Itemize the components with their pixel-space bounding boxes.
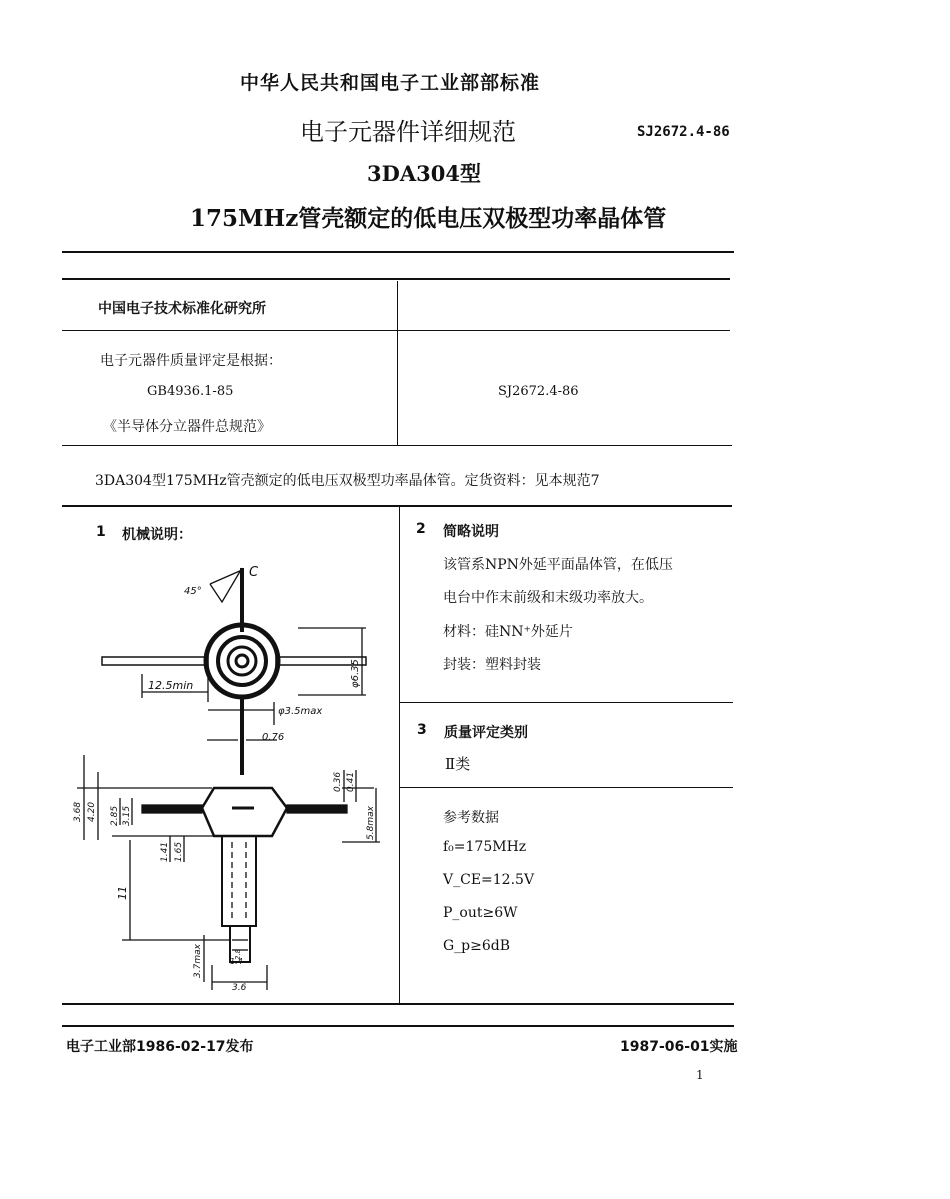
- section2-number: 2: [416, 521, 426, 537]
- label-lead-min: 12.5min: [148, 679, 194, 692]
- table-top-rule: [62, 278, 730, 280]
- document-title: 电子元器件详细规范: [300, 118, 516, 146]
- table-row-rule-2: [62, 445, 732, 446]
- label-lead-width: 0.76: [262, 732, 285, 743]
- side-lead-left: [142, 805, 202, 813]
- section1-number: 1: [96, 524, 106, 540]
- angle-mark: [210, 568, 242, 602]
- subtitle: 175MHz管壳额定的低电压双极型功率晶体管: [190, 205, 667, 232]
- table-row-rule: [62, 330, 730, 331]
- label-d2: 4.20: [87, 801, 97, 822]
- section2-line-4: 封装：塑料封装: [443, 657, 541, 673]
- ministry-title: 中华人民共和国电子工业部部标准: [240, 72, 541, 94]
- label-d5: 0.36: [333, 771, 343, 792]
- body-bottom-rule: [62, 1003, 734, 1005]
- label-d1: 3.68: [73, 801, 83, 822]
- section2-line-2: 电台中作末前级和末级功率放大。: [443, 590, 653, 606]
- stud: [222, 836, 256, 926]
- section3-rule: [400, 787, 733, 788]
- section2-line-3: 材料：硅NN⁺外延片: [443, 624, 573, 640]
- section1-title: 机械说明：: [122, 527, 192, 543]
- issued-date: 电子工业部1986-02-17发布: [66, 1039, 254, 1055]
- quality-category: Ⅱ类: [445, 755, 471, 773]
- table-divider: [397, 281, 398, 445]
- side-body: [202, 788, 287, 836]
- ref-pout: P_out≥6W: [443, 905, 518, 921]
- lead-left: [102, 657, 208, 665]
- effective-date: 1987-06-01实施: [620, 1039, 738, 1055]
- label-d10: 11: [116, 886, 129, 900]
- label-angle: 45°: [184, 586, 202, 597]
- standard-code: SJ2672.4-86: [637, 124, 730, 140]
- label-d8: 1.41: [160, 841, 170, 862]
- section3-number: 3: [417, 722, 427, 738]
- ref-vce: V_CE=12.5V: [443, 872, 535, 888]
- section2-line-1: 该管系NPN外延平面晶体管，在低压: [443, 557, 673, 573]
- ref-gp: G_p≥6dB: [443, 938, 511, 954]
- table-row-rule-3: [62, 505, 732, 507]
- model-title: 3DA304型: [367, 161, 481, 186]
- label-dia1: φ6.35: [350, 659, 361, 688]
- label-d4: 3.15: [122, 805, 132, 826]
- summary-line: 3DA304型175MHz管壳额定的低电压双极型功率晶体管。定货资料：见本规范7: [95, 473, 600, 489]
- label-d13: 1.4: [230, 957, 243, 966]
- label-c: C: [249, 565, 259, 580]
- label-dia2: φ3.5max: [278, 706, 323, 717]
- footer-rule: [62, 1025, 734, 1027]
- label-d12: 2.8: [234, 948, 242, 960]
- basis-name: 《半导体分立器件总规范》: [103, 419, 271, 435]
- label-d7: 5.8max: [366, 806, 376, 840]
- institute-name: 中国电子技术标准化研究所: [98, 301, 266, 317]
- ref-fo: f₀=175MHz: [443, 839, 527, 855]
- section3-title: 质量评定类别: [444, 725, 528, 741]
- label-d11: 3.7max: [193, 944, 203, 978]
- page-number: 1: [696, 1068, 704, 1082]
- basis-standard: GB4936.1-85: [147, 384, 234, 399]
- basis-label: 电子元器件质量评定是根据：: [100, 353, 282, 369]
- label-d6: 0.41: [346, 771, 356, 792]
- side-lead-right: [287, 805, 347, 813]
- section2-title: 简略说明: [443, 524, 499, 540]
- reference-title: 参考数据: [443, 810, 499, 826]
- mechanical-drawing: [62, 550, 398, 995]
- spec-code: SJ2672.4-86: [498, 384, 579, 399]
- header-rule: [62, 251, 734, 253]
- label-d14: 3.6: [232, 983, 247, 993]
- section2-rule: [400, 702, 733, 703]
- column-divider: [399, 507, 400, 1003]
- label-d9: 1.65: [174, 841, 184, 862]
- label-d3: 2.85: [110, 805, 120, 826]
